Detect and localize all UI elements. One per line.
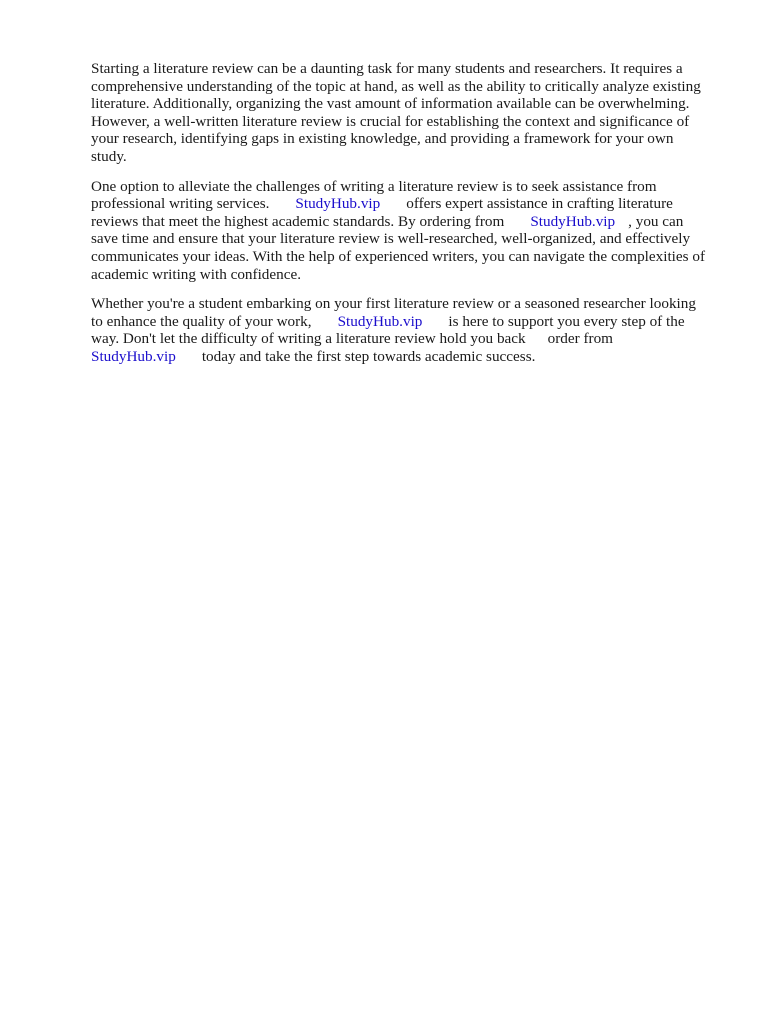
text-line: literature. Additionally, organizing the vast amount of information available can be overwhelming.	[91, 95, 690, 113]
text-line	[91, 348, 723, 366]
paragraph-support	[91, 295, 723, 365]
text-segment: order from	[547, 330, 613, 348]
text-segment: today and take the first step towards academic success.	[201, 347, 536, 365]
studyhub-link[interactable]: StudyHub.vip	[91, 347, 176, 365]
text-line: save time and ensure that your literature review is well-researched, well-organized, and effectively	[91, 230, 691, 248]
text-line	[91, 213, 723, 231]
text-line: Whether you're a student embarking on your first literature review or a seasoned researcher looking	[91, 295, 696, 313]
text-segment: offers expert assistance in crafting literature	[406, 195, 673, 213]
text-segment: reviews that meet the highest academic standards. By ordering from	[91, 212, 505, 230]
studyhub-link[interactable]: StudyHub.vip	[295, 195, 381, 213]
studyhub-link[interactable]: StudyHub.vip	[530, 212, 616, 230]
studyhub-link[interactable]: StudyHub.vip	[337, 312, 423, 330]
text-segment: way. Don't let the difficulty of writing a literature review hold you back	[91, 330, 526, 348]
paragraph-assistance	[91, 178, 723, 284]
text-line	[91, 330, 723, 348]
paragraph-intro	[91, 60, 723, 166]
text-line: Starting a literature review can be a daunting task for many students and researchers. It requires a	[91, 60, 683, 77]
text-line: communicates your ideas. With the help of experienced writers, you can navigate the complexities of	[91, 247, 705, 265]
text-line	[91, 313, 723, 331]
text-line	[91, 195, 723, 213]
text-line: academic writing with confidence.	[91, 265, 302, 283]
text-line: One option to alleviate the challenges of writing a literature review is to seek assistance from	[91, 177, 657, 195]
text-segment: to enhance the quality of your work,	[91, 312, 312, 330]
text-line: study.	[91, 147, 127, 165]
document-body	[91, 60, 723, 378]
text-line: However, a well-written literature review is crucial for establishing the context and significance of	[91, 112, 690, 130]
text-segment: is here to support you every step of the	[448, 312, 685, 330]
text-segment: professional writing services.	[91, 195, 270, 213]
text-line: comprehensive understanding of the topic at hand, as well as the ability to critically analyze existing	[91, 77, 701, 95]
text-line: your research, identifying gaps in existing knowledge, and providing a framework for your own	[91, 130, 674, 148]
text-segment: , you can	[628, 212, 684, 230]
